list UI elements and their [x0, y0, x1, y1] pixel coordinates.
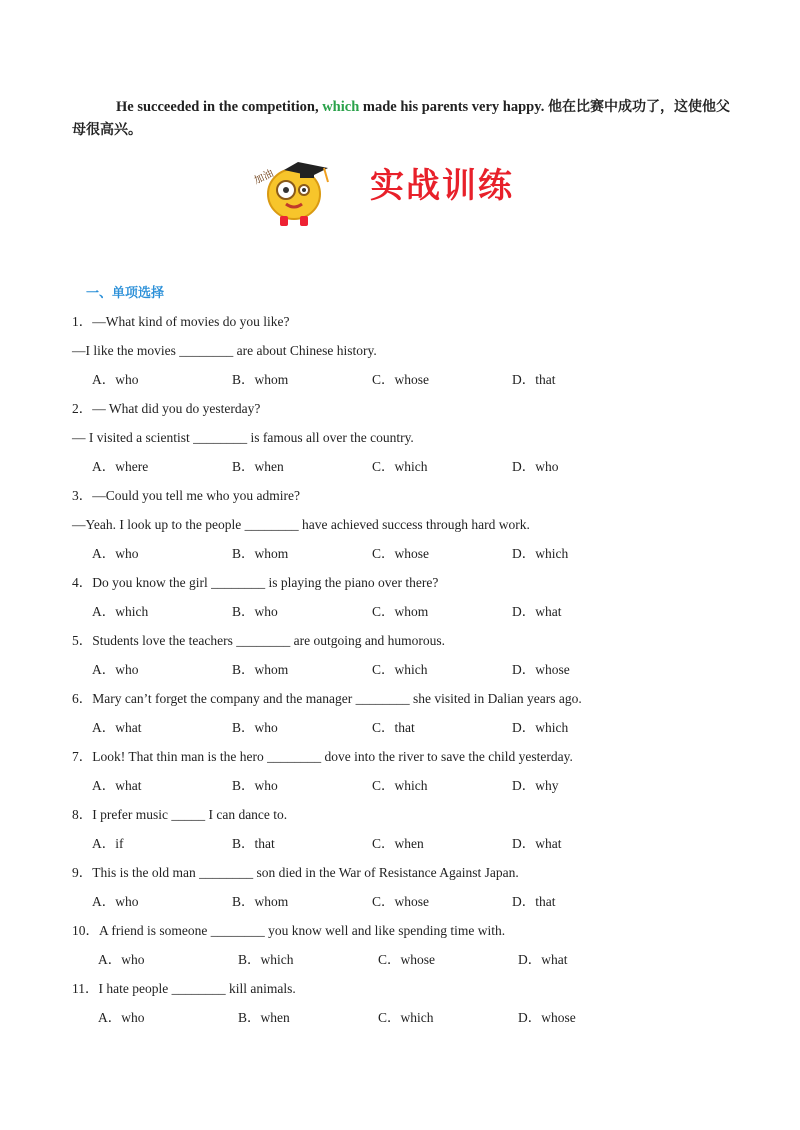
answer-option[interactable]: D．what: [512, 604, 562, 619]
answer-option[interactable]: A．who: [92, 546, 139, 561]
question-text: 10．A friend is someone ________ you know well and like spending time with.: [72, 923, 506, 938]
example-sentence: [72, 96, 732, 142]
answer-option[interactable]: A．where: [92, 459, 149, 474]
answer-option[interactable]: D．that: [512, 894, 556, 909]
options-row: [72, 544, 752, 573]
answer-option[interactable]: A．who: [92, 894, 139, 909]
answer-option[interactable]: D．that: [512, 372, 556, 387]
options-row: [72, 457, 752, 486]
question-text: 6．Mary can’t forget the company and the manager ________ she visited in Dalian years ago.: [72, 691, 582, 706]
example-text-before: He succeeded in the competition,: [116, 99, 319, 115]
highlighted-keyword: which: [322, 99, 360, 115]
options-row: [72, 892, 752, 921]
svg-text:加油: 加油: [252, 168, 276, 187]
mascot-icon: [250, 150, 340, 230]
answer-option[interactable]: C．whose: [372, 546, 429, 561]
options-row: [72, 370, 752, 399]
answer-option[interactable]: A．who: [98, 1010, 145, 1025]
example-translation: 他在比赛中成功了，这使他父母很高兴。: [72, 99, 730, 138]
question-text: 3．—Could you tell me who you admire?: [72, 488, 300, 503]
answer-option[interactable]: D．whose: [512, 662, 570, 677]
question-text: 11．I hate people ________ kill animals.: [72, 981, 296, 996]
answer-option[interactable]: B．whom: [232, 546, 289, 561]
answer-option[interactable]: A．if: [92, 836, 124, 851]
answer-option[interactable]: C．which: [372, 459, 428, 474]
options-row: [72, 602, 752, 631]
options-row: [72, 1008, 752, 1037]
answer-option[interactable]: A．what: [92, 778, 142, 793]
answer-option[interactable]: A．who: [98, 952, 145, 967]
answer-option[interactable]: D．why: [512, 778, 559, 793]
options-row: [72, 834, 752, 863]
question-text: 9．This is the old man ________ son died in the War of Resistance Against Japan.: [72, 865, 519, 880]
answer-option[interactable]: C．which: [378, 1010, 434, 1025]
answer-option[interactable]: B．who: [232, 720, 278, 735]
answer-option[interactable]: A．who: [92, 662, 139, 677]
section-heading: 一、单项选择: [86, 286, 165, 301]
answer-option[interactable]: C．whose: [372, 894, 429, 909]
answer-option[interactable]: C．that: [372, 720, 415, 735]
answer-option[interactable]: C．whose: [372, 372, 429, 387]
answer-option[interactable]: B．whom: [232, 662, 289, 677]
options-row: [72, 718, 752, 747]
question-text: —I like the movies ________ are about Chinese history.: [72, 343, 377, 358]
answer-option[interactable]: D．what: [512, 836, 562, 851]
answer-option[interactable]: B．whom: [232, 894, 289, 909]
question-text: 8．I prefer music _____ I can dance to.: [72, 807, 288, 822]
answer-option[interactable]: D．whose: [518, 1010, 576, 1025]
answer-option[interactable]: B．when: [232, 459, 284, 474]
question-text: — I visited a scientist ________ is famous all over the country.: [72, 430, 414, 445]
answer-option[interactable]: C．whose: [378, 952, 435, 967]
answer-option[interactable]: D．who: [512, 459, 559, 474]
answer-option[interactable]: B．who: [232, 604, 278, 619]
question-text: 1．—What kind of movies do you like?: [72, 314, 290, 329]
answer-option[interactable]: B．when: [238, 1010, 290, 1025]
answer-option[interactable]: B．who: [232, 778, 278, 793]
banner-title: 实战训练: [370, 166, 514, 206]
question-text: 5．Students love the teachers ________ are outgoing and humorous.: [72, 633, 446, 648]
answer-option[interactable]: B．which: [238, 952, 294, 967]
options-row: [72, 660, 752, 689]
answer-option[interactable]: B．whom: [232, 372, 289, 387]
question-text: 2．— What did you do yesterday?: [72, 401, 261, 416]
answer-option[interactable]: D．which: [512, 546, 569, 561]
answer-option[interactable]: D．what: [518, 952, 568, 967]
answer-option[interactable]: A．what: [92, 720, 142, 735]
options-row: [72, 950, 752, 979]
answer-option[interactable]: A．which: [92, 604, 149, 619]
answer-option[interactable]: D．which: [512, 720, 569, 735]
answer-option[interactable]: B．that: [232, 836, 275, 851]
answer-option[interactable]: C．whom: [372, 604, 429, 619]
question-text: 4．Do you know the girl ________ is playing the piano over there?: [72, 575, 439, 590]
question-list: [72, 312, 752, 1037]
example-text-after: made his parents very happy.: [362, 99, 545, 115]
options-row: [72, 776, 752, 805]
question-text: 7．Look! That thin man is the hero ________ dove into the river to save the child yesterday.: [72, 749, 573, 764]
answer-option[interactable]: C．when: [372, 836, 424, 851]
answer-option[interactable]: A．who: [92, 372, 139, 387]
answer-option[interactable]: C．which: [372, 662, 428, 677]
answer-option[interactable]: C．which: [372, 778, 428, 793]
question-text: —Yeah. I look up to the people ________ have achieved success through hard work.: [72, 517, 530, 532]
